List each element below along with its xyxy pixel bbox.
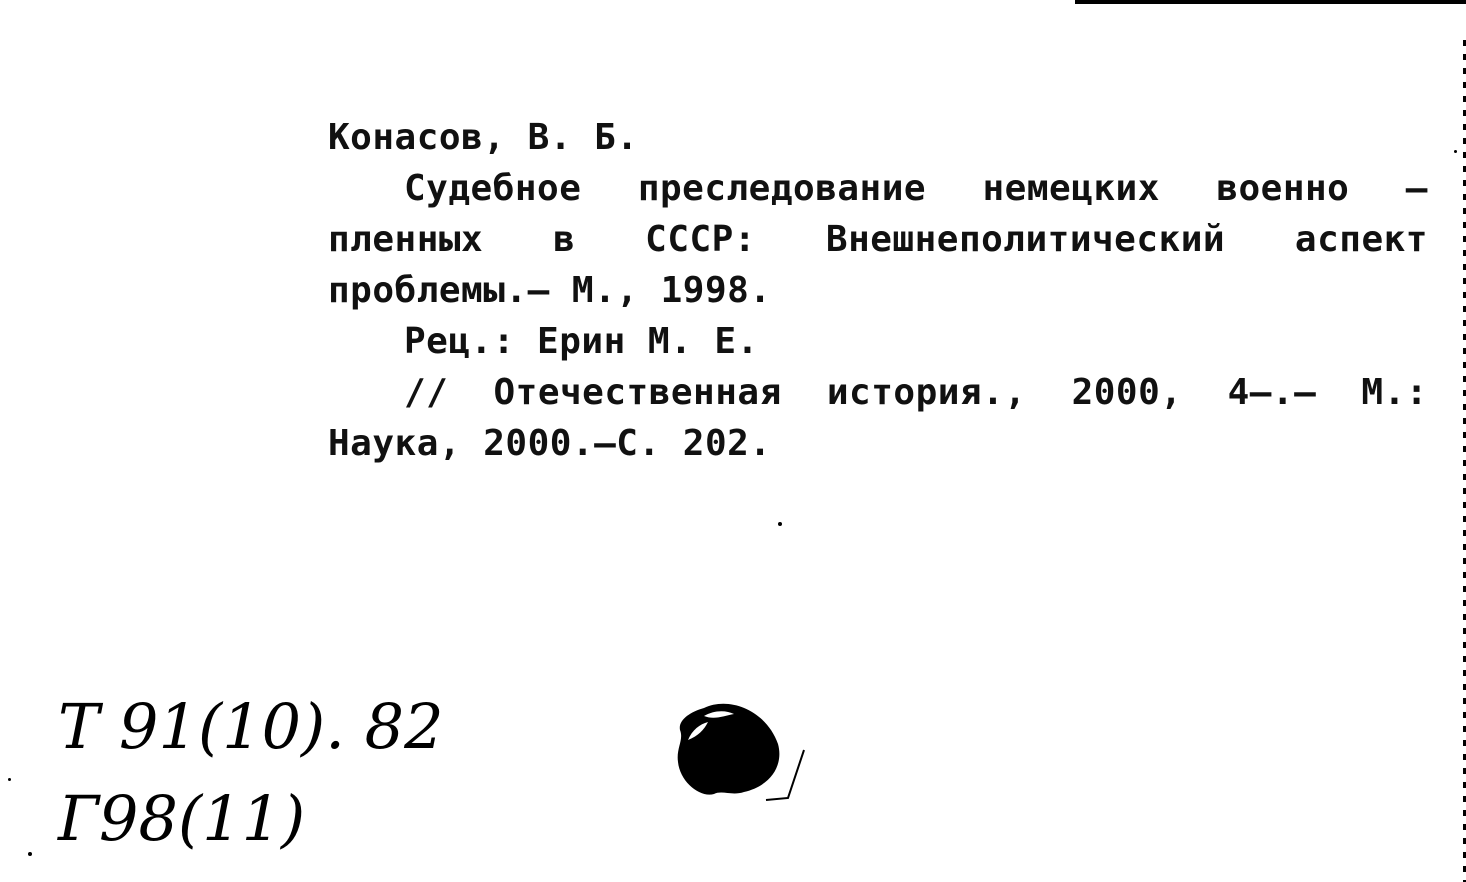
title-word: преследование [637,168,927,209]
title-word: Внешнеполитический [825,219,1226,260]
title-word: немецких [982,168,1160,209]
title-word: аспект [1294,219,1428,260]
title-word: военно [1216,168,1350,209]
title-line-1 [404,163,1428,214]
ink-speck [1454,150,1457,153]
ink-speck [28,852,32,856]
title-word: в [553,219,576,260]
title-word: пленных [328,219,484,260]
title-word: – [1405,168,1428,209]
source-word: история., [826,372,1027,413]
review-line: Рец.: Ерин М. Е. [404,321,759,362]
author-line: Конасов, В. Б. [328,117,639,158]
handwritten-shelf-mark-2: Г98(11) [58,782,306,855]
title-word: Судебное [404,168,582,209]
hole-tear-mark [760,748,810,804]
source-word: 2000, [1071,372,1183,413]
source-word: Отечественная [493,372,782,413]
title-line-2 [328,214,1428,265]
ink-speck [8,778,11,781]
source-word: // [404,372,449,413]
handwritten-shelf-mark-1: Т 91(10). 82 [58,690,444,763]
source-line-2: Наука, 2000.–С. 202. [328,423,772,464]
title-word: СССР: [645,219,757,260]
source-word: М.: [1361,372,1428,413]
source-word: 4–.– [1227,372,1317,413]
title-line-3: проблемы.– М., 1998. [328,270,772,311]
top-edge-rule [1075,0,1466,4]
source-line-1 [404,367,1428,418]
ink-speck [778,522,782,526]
